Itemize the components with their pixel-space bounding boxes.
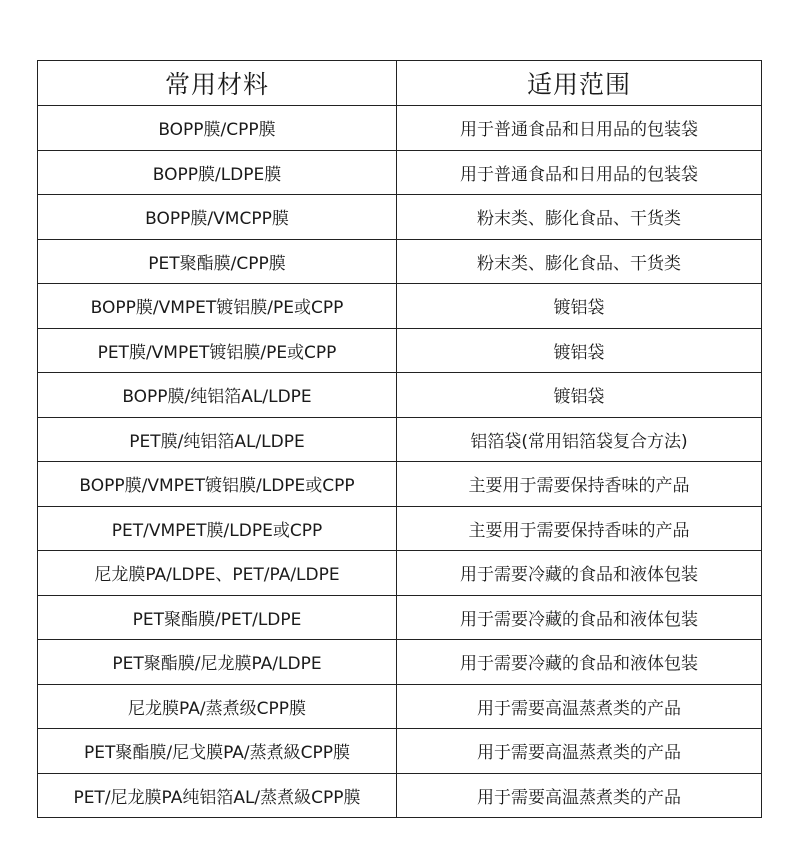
scope-cell: 用于需要冷藏的食品和液体包装 [397,551,762,596]
table-row [38,106,762,151]
material-cell: BOPP膜/VMPET镀铝膜/LDPE或CPP [38,462,397,507]
material-cell: PET聚酯膜/尼戈膜PA/蒸煮級CPP膜 [38,729,397,774]
table-row [38,684,762,729]
material-cell: 尼龙膜PA/LDPE、PET/PA/LDPE [38,551,397,596]
table-header-row [38,61,762,106]
scope-cell: 主要用于需要保持香味的产品 [397,506,762,551]
header-common-materials: 常用材料 [38,61,397,106]
scope-cell: 用于普通食品和日用品的包装袋 [397,106,762,151]
scope-cell: 用于需要高温蒸煮类的产品 [397,684,762,729]
material-cell: BOPP膜/LDPE膜 [38,150,397,195]
table-row [38,195,762,240]
table-row [38,373,762,418]
scope-cell: 镀铝袋 [397,328,762,373]
header-application-scope: 适用范围 [397,61,762,106]
scope-cell: 用于需要高温蒸煮类的产品 [397,729,762,774]
material-cell: BOPP膜/VMPET镀铝膜/PE或CPP [38,284,397,329]
scope-cell: 主要用于需要保持香味的产品 [397,462,762,507]
material-cell: PET聚酯膜/CPP膜 [38,239,397,284]
table-row [38,328,762,373]
table-row [38,284,762,329]
material-cell: BOPP膜/VMCPP膜 [38,195,397,240]
table-row [38,640,762,685]
table-row [38,551,762,596]
table-row [38,462,762,507]
material-cell: PET膜/VMPET镀铝膜/PE或CPP [38,328,397,373]
material-cell: PET聚酯膜/PET/LDPE [38,595,397,640]
table-row [38,417,762,462]
scope-cell: 用于需要冷藏的食品和液体包装 [397,640,762,685]
table-row [38,150,762,195]
table-row [38,729,762,774]
scope-cell: 镀铝袋 [397,373,762,418]
material-cell: PET聚酯膜/尼龙膜PA/LDPE [38,640,397,685]
table-row [38,506,762,551]
material-cell: 尼龙膜PA/蒸煮级CPP膜 [38,684,397,729]
material-cell: PET/尼龙膜PA纯铝箔AL/蒸煮級CPP膜 [38,773,397,818]
table-row [38,239,762,284]
material-cell: PET膜/纯铝箔AL/LDPE [38,417,397,462]
material-cell: BOPP膜/CPP膜 [38,106,397,151]
scope-cell: 铝箔袋(常用铝箔袋复合方法) [397,417,762,462]
scope-cell: 粉末类、膨化食品、干货类 [397,195,762,240]
materials-table-container [37,60,761,818]
scope-cell: 用于普通食品和日用品的包装袋 [397,150,762,195]
scope-cell: 用于需要冷藏的食品和液体包装 [397,595,762,640]
scope-cell: 用于需要高温蒸煮类的产品 [397,773,762,818]
scope-cell: 镀铝袋 [397,284,762,329]
material-cell: PET/VMPET膜/LDPE或CPP [38,506,397,551]
table-row [38,595,762,640]
material-cell: BOPP膜/纯铝箔AL/LDPE [38,373,397,418]
table-row [38,773,762,818]
scope-cell: 粉末类、膨化食品、干货类 [397,239,762,284]
materials-table [37,60,762,818]
